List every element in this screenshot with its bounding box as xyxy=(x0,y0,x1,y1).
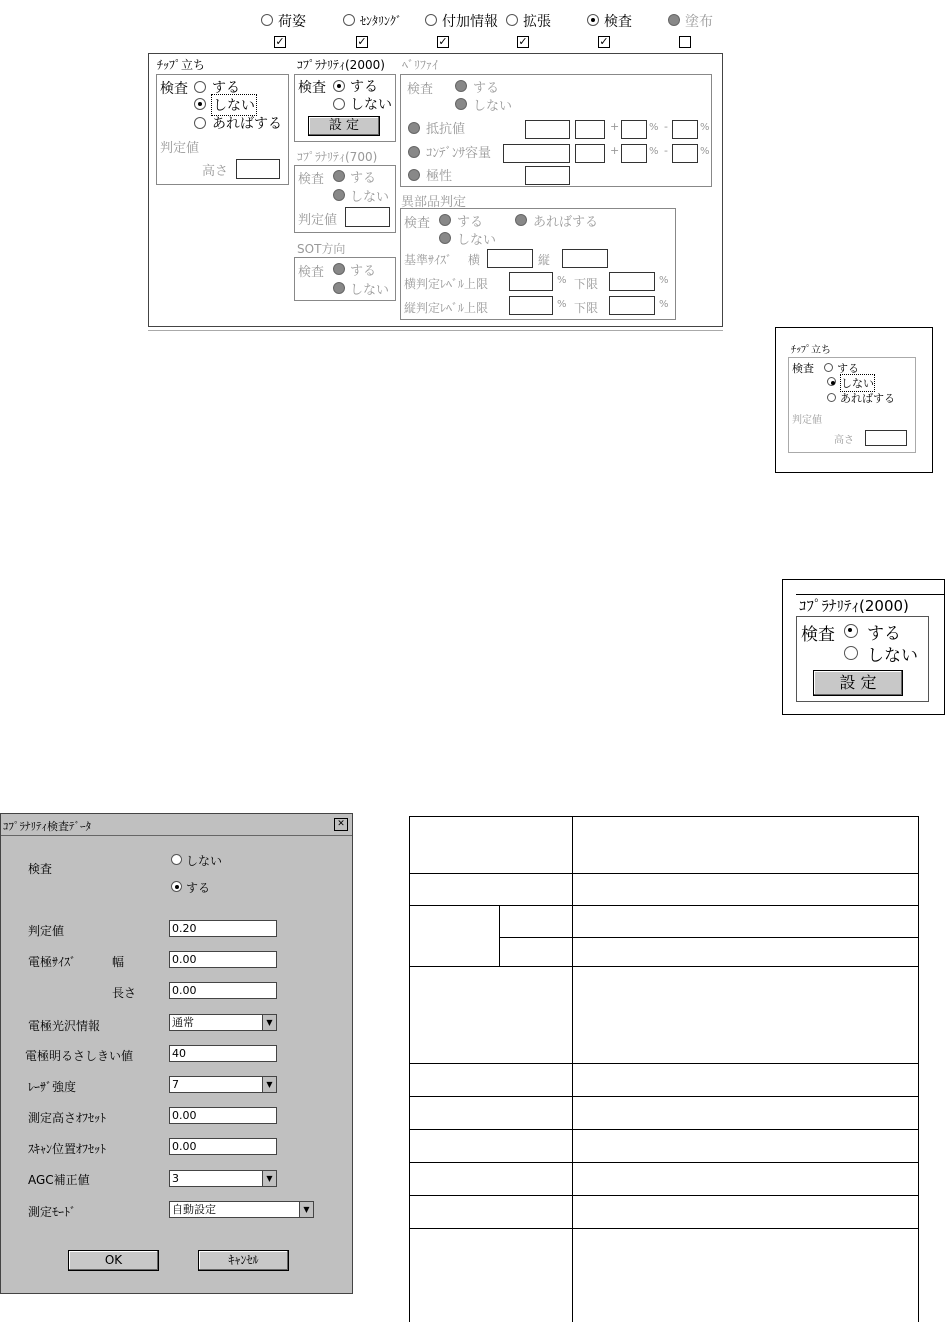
chip-opt-no: しない xyxy=(211,94,257,116)
verify-res-minus-pct: % xyxy=(700,122,710,133)
mode-label-centering: ｾﾝﾀﾘﾝｸﾞ xyxy=(360,14,403,28)
inset-cop2000-opt-yes: する xyxy=(867,624,901,644)
table-cell xyxy=(573,1097,919,1130)
verify-radio-resistance[interactable] xyxy=(408,122,420,134)
table-cell xyxy=(573,1064,919,1097)
mode-radio-coating[interactable] xyxy=(668,14,680,26)
inset-cop2000-title: ｺﾌﾟﾗﾅﾘﾃｨ(2000) xyxy=(799,597,909,615)
dlg-agc-value: 3 xyxy=(172,1172,179,1185)
chevron-down-icon[interactable]: ▼ xyxy=(299,1202,313,1217)
inset-cop2000-radio-no[interactable] xyxy=(844,646,858,660)
foreign-h-upper-pct: % xyxy=(557,275,567,286)
inset-chip-opt-ifany: あればする xyxy=(840,392,895,405)
chevron-down-icon[interactable]: ▼ xyxy=(262,1077,276,1092)
table-cell xyxy=(410,1229,573,1322)
mode-radio-extend[interactable] xyxy=(506,14,518,26)
chevron-down-icon[interactable]: ▼ xyxy=(262,1015,276,1030)
verify-capacitance-unit[interactable] xyxy=(575,144,605,163)
dlg-brightness-label: 電極明るさしきい値 xyxy=(25,1049,134,1063)
dialog-close-icon[interactable]: ✕ xyxy=(334,818,348,831)
table-cell xyxy=(410,1097,573,1130)
dlg-mode-select[interactable] xyxy=(169,1201,314,1218)
inset-cop2000-radio-yes[interactable] xyxy=(844,624,858,638)
foreign-length-input[interactable] xyxy=(562,249,608,268)
verify-res-minus-input[interactable] xyxy=(672,120,698,139)
cop700-opt-no: しない xyxy=(350,190,390,205)
verify-cap-plus-input[interactable] xyxy=(621,144,647,163)
dlg-electrode-size-label: 電極ｻｲｽﾞ xyxy=(28,955,77,969)
table-cell xyxy=(410,967,573,1064)
chip-opt-yes: する xyxy=(212,80,240,96)
verify-polarity-input[interactable] xyxy=(525,166,570,185)
foreign-radio-yes[interactable] xyxy=(439,214,451,226)
table-cell xyxy=(573,938,919,967)
inset-chip-height: 高さ xyxy=(834,435,854,446)
foreign-h-upper-label: 横判定ﾚﾍﾞﾙ上限 xyxy=(404,277,489,291)
table-cell xyxy=(410,817,573,874)
inset-chip-opt-no: しない xyxy=(840,374,875,392)
dlg-gloss-label: 電極光沢情報 xyxy=(28,1019,101,1033)
dlg-length-label: 長さ xyxy=(112,986,137,1000)
foreign-radio-no[interactable] xyxy=(439,232,451,244)
dlg-laser-select[interactable] xyxy=(169,1076,277,1093)
dlg-radio-yes[interactable] xyxy=(171,881,182,892)
verify-capacitance-value[interactable] xyxy=(503,144,570,163)
mode-radio-inspect[interactable] xyxy=(587,14,599,26)
sot-radio-yes[interactable] xyxy=(333,263,345,275)
dlg-height-offset-input[interactable]: 0.00 xyxy=(169,1107,277,1124)
foreign-v-lower-label: 下限 xyxy=(574,301,599,315)
mode-check-centering[interactable]: ✓ xyxy=(357,35,367,48)
mode-label-nisugata: 荷姿 xyxy=(278,14,306,30)
dlg-agc-label: AGC補正値 xyxy=(28,1173,90,1187)
dlg-inspect-label: 検査 xyxy=(28,862,53,876)
verify-cap-plus-pct: % xyxy=(649,146,659,157)
dlg-gloss-value: 通常 xyxy=(172,1016,194,1029)
inset-chip-height-input[interactable] xyxy=(865,430,907,446)
inset-chip-radio-ifany[interactable] xyxy=(827,393,836,402)
foreign-h-upper-input[interactable] xyxy=(509,272,553,291)
mode-check-nisugata[interactable]: ✓ xyxy=(275,35,285,48)
table-cell xyxy=(410,1196,573,1229)
chip-height-label: 高さ xyxy=(202,164,229,179)
verify-opt-no: しない xyxy=(473,99,513,114)
foreign-radio-ifany[interactable] xyxy=(515,214,527,226)
verify-res-plus-pct: % xyxy=(649,122,659,133)
foreign-h-lower-label: 下限 xyxy=(574,277,599,291)
table-cell xyxy=(573,1229,919,1322)
inset-chip-title: ﾁｯﾌﾟ立ち xyxy=(791,345,831,356)
inset-chip-radio-no[interactable] xyxy=(827,377,836,386)
table-cell xyxy=(573,1163,919,1196)
foreign-width-input[interactable] xyxy=(487,249,533,268)
cop700-judge-label: 判定値 xyxy=(298,213,338,228)
dlg-opt-no: しない xyxy=(186,854,223,868)
foreign-opt-ifany: あればする xyxy=(533,215,599,230)
dialog-title: ｺﾌﾟﾗﾅﾘﾃｨ検査ﾃﾞｰﾀ xyxy=(3,820,91,833)
cop700-title: ｺﾌﾟﾗﾅﾘﾃｨ(700) xyxy=(297,150,378,164)
chip-radio-ifany[interactable] xyxy=(194,117,206,129)
verify-resistance-label: 抵抗値 xyxy=(426,122,466,137)
verify-polarity-label: 極性 xyxy=(426,169,453,184)
verify-inspect-label: 検査 xyxy=(407,82,434,97)
mode-radio-additional[interactable] xyxy=(425,14,437,26)
cop2000-opt-no: しない xyxy=(350,97,392,113)
table-cell xyxy=(573,967,919,1064)
cop700-radio-no[interactable] xyxy=(333,189,345,201)
mode-check-inspect[interactable]: ✓ xyxy=(599,35,609,48)
cop2000-inspect-label: 検査 xyxy=(298,80,326,96)
cop2000-set-button[interactable]: 設 定 xyxy=(308,116,380,136)
cop700-opt-yes: する xyxy=(350,171,377,186)
dlg-gloss-select[interactable] xyxy=(169,1014,277,1031)
verify-radio-yes[interactable] xyxy=(455,80,467,92)
chevron-down-icon[interactable]: ▼ xyxy=(262,1171,276,1186)
foreign-inspect-label: 検査 xyxy=(404,216,431,231)
table-cell xyxy=(573,1130,919,1163)
dlg-cancel-button[interactable]: ｷｬﾝｾﾙ xyxy=(198,1250,289,1271)
dlg-judge-input[interactable]: 0.20 xyxy=(169,920,277,937)
dlg-brightness-input[interactable]: 40 xyxy=(169,1045,277,1062)
dlg-mode-value: 自動設定 xyxy=(172,1203,216,1216)
sot-title: SOT方向 xyxy=(297,242,346,256)
table-cell xyxy=(410,1130,573,1163)
chip-judge-label: 判定値 xyxy=(160,141,200,156)
foreign-length-label: 縦 xyxy=(538,253,551,267)
foreign-v-lower-input[interactable] xyxy=(609,296,655,315)
verify-res-plus-input[interactable] xyxy=(621,120,647,139)
table-cell xyxy=(410,1163,573,1196)
verify-radio-no[interactable] xyxy=(455,98,467,110)
dlg-radio-no[interactable] xyxy=(171,854,182,865)
sot-opt-no: しない xyxy=(350,283,390,298)
verify-cap-minus: - xyxy=(664,144,668,157)
foreign-v-lower-pct: % xyxy=(659,299,669,310)
coplanarity-dialog xyxy=(0,813,353,1294)
mode-label-inspect: 検査 xyxy=(604,14,632,30)
inset-cop2000-set-button[interactable]: 設 定 xyxy=(813,670,903,696)
mode-radio-centering[interactable] xyxy=(343,14,355,26)
foreign-width-label: 横 xyxy=(468,253,481,267)
dlg-scan-offset-input[interactable]: 0.00 xyxy=(169,1138,277,1155)
dlg-ok-button[interactable]: OK xyxy=(68,1250,159,1271)
verify-cap-minus-input[interactable] xyxy=(672,144,698,163)
dlg-mode-label: 測定ﾓｰﾄﾞ xyxy=(28,1205,77,1219)
foreign-h-lower-pct: % xyxy=(659,275,669,286)
foreign-size-label: 基準ｻｲｽﾞ xyxy=(404,253,453,267)
spec-table xyxy=(409,816,919,1322)
foreign-v-upper-label: 縦判定ﾚﾍﾞﾙ上限 xyxy=(404,301,489,315)
table-cell xyxy=(410,874,573,906)
inset-chip-judge: 判定値 xyxy=(792,415,822,426)
verify-resistance-unit[interactable] xyxy=(575,120,605,139)
cop700-judge-input[interactable] xyxy=(345,207,390,227)
verify-res-plus: + xyxy=(610,120,620,133)
mode-label-extend: 拡張 xyxy=(523,14,551,30)
dlg-scan-offset-label: ｽｷｬﾝ位置ｵﾌｾｯﾄ xyxy=(28,1142,107,1156)
verify-cap-plus: + xyxy=(610,144,620,157)
verify-res-minus: - xyxy=(664,120,668,133)
verify-title: ﾍﾞﾘﾌｧｲ xyxy=(402,58,439,72)
foreign-h-lower-input[interactable] xyxy=(609,272,655,291)
verify-radio-polarity[interactable] xyxy=(408,169,420,181)
chip-opt-ifany: あればする xyxy=(212,116,282,132)
chip-radio-no[interactable] xyxy=(194,98,206,110)
inset-chip-inspect: 検査 xyxy=(792,362,814,375)
verify-opt-yes: する xyxy=(473,81,500,96)
inset-chip-radio-yes[interactable] xyxy=(824,363,833,372)
mode-check-extend[interactable]: ✓ xyxy=(518,35,528,48)
dialog-title-separator xyxy=(1,835,352,836)
table-cell xyxy=(410,906,500,967)
cop700-radio-yes[interactable] xyxy=(333,170,345,182)
dlg-agc-select[interactable] xyxy=(169,1170,277,1187)
mode-check-coating[interactable] xyxy=(679,36,691,48)
dlg-height-offset-label: 測定高さｵﾌｾｯﾄ xyxy=(28,1111,107,1125)
dlg-judge-label: 判定値 xyxy=(28,924,65,938)
table-cell xyxy=(573,874,919,906)
verify-resistance-value[interactable] xyxy=(525,120,570,139)
table-cell xyxy=(500,906,573,938)
table-cell xyxy=(573,906,919,938)
foreign-v-upper-input[interactable] xyxy=(509,296,553,315)
table-cell xyxy=(573,817,919,874)
mode-label-additional: 付加情報 xyxy=(442,14,498,30)
cop2000-radio-yes[interactable] xyxy=(333,80,345,92)
verify-radio-capacitance[interactable] xyxy=(408,146,420,158)
mode-label-coating: 塗布 xyxy=(685,14,713,30)
inset-cop2000-inspect: 検査 xyxy=(801,625,835,645)
dlg-laser-label: ﾚｰｻﾞ強度 xyxy=(28,1080,77,1094)
foreign-opt-yes: する xyxy=(457,215,484,230)
table-cell xyxy=(573,1196,919,1229)
chip-inspect-label: 検査 xyxy=(160,81,188,97)
inset-chip-opt-yes: する xyxy=(837,362,859,375)
sot-inspect-label: 検査 xyxy=(298,265,325,280)
dlg-opt-yes: する xyxy=(186,881,211,895)
verify-cap-minus-pct: % xyxy=(700,146,710,157)
mode-check-additional[interactable]: ✓ xyxy=(438,35,448,48)
panel-divider xyxy=(148,330,723,331)
sot-radio-no[interactable] xyxy=(333,282,345,294)
foreign-v-upper-pct: % xyxy=(557,299,567,310)
inset-cop2000-opt-no: しない xyxy=(867,646,918,666)
dlg-width-label: 幅 xyxy=(112,955,125,969)
dlg-width-input[interactable]: 0.00 xyxy=(169,951,277,968)
chip-radio-yes[interactable] xyxy=(194,81,206,93)
dlg-laser-value: 7 xyxy=(172,1078,179,1091)
mode-radio-nisugata[interactable] xyxy=(261,14,273,26)
foreign-opt-no: しない xyxy=(457,233,497,248)
chip-height-input[interactable] xyxy=(236,159,280,179)
chip-standing-title: ﾁｯﾌﾟ立ち xyxy=(157,58,206,72)
verify-capacitance-label: ｺﾝﾃﾞﾝｻ容量 xyxy=(426,146,492,161)
foreign-title: 異部品判定 xyxy=(401,195,467,210)
cop2000-title: ｺﾌﾟﾗﾅﾘﾃｨ(2000) xyxy=(297,58,385,72)
table-cell xyxy=(410,1064,573,1097)
cop2000-radio-no[interactable] xyxy=(333,98,345,110)
dlg-length-input[interactable]: 0.00 xyxy=(169,982,277,999)
table-cell xyxy=(500,938,573,967)
cop2000-opt-yes: する xyxy=(350,79,378,95)
sot-opt-yes: する xyxy=(350,264,377,279)
cop700-inspect-label: 検査 xyxy=(298,172,325,187)
